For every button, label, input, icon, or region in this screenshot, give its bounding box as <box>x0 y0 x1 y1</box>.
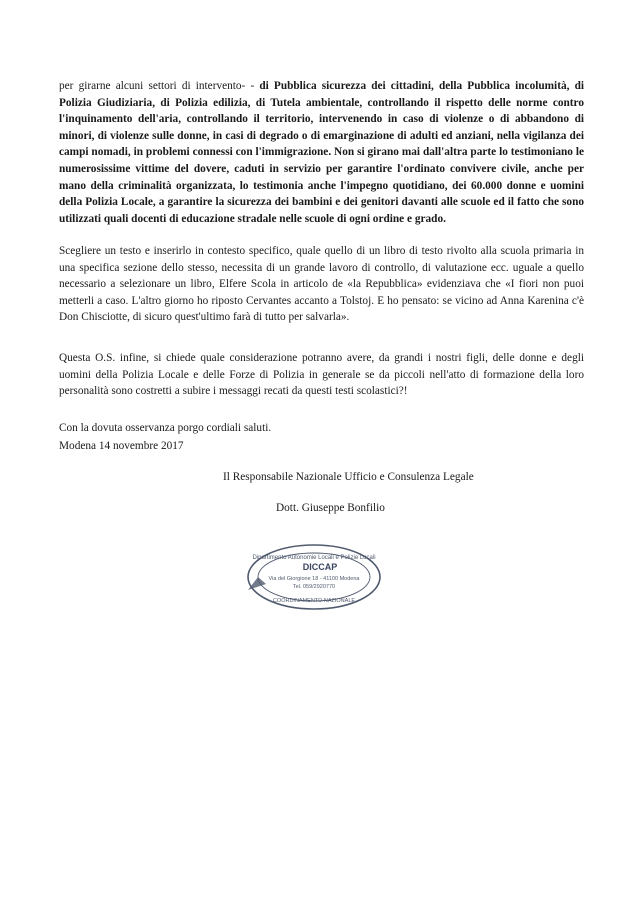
body-paragraph-1 <box>59 78 584 227</box>
svg-text:Via del Giorgione 18 - 41100 M: Via del Giorgione 18 - 41100 Modena <box>268 576 360 582</box>
body-paragraph-3: Questa O.S. infine, si chiede quale considerazione potranno avere, da grandi i nostri figli, delle donne e degli uomini della Polizia Locale e delle Forze di Polizia in generale se da piccoli nell'atto di formazione della loro personalità sono costretti a subire i messaggi recati da questi testi scolastici?! <box>59 352 584 398</box>
official-stamp <box>244 542 384 612</box>
place-date: Modena 14 novembre 2017 <box>59 440 184 452</box>
svg-text:Tel. 059/2920770: Tel. 059/2920770 <box>292 584 336 590</box>
closing-salutation: Con la dovuta osservanza porgo cordiali saluti. <box>59 422 272 434</box>
signer-title: Il Responsabile Nazionale Ufficio e Consulenza Legale <box>223 471 474 483</box>
paragraph-1-plain: per girarne alcuni settori di intervento- - <box>59 80 260 92</box>
signer-name: Dott. Giuseppe Bonfilio <box>276 502 385 514</box>
paragraph-1-bold: di Pubblica sicurezza dei cittadini, della Pubblica incolumità, di Polizia Giudiziaria, di Polizia edilizia, di Tutela ambientale, controllando il rispetto delle norme contro l'inquinamento dell'aria, controllando il territorio, intervenendo in caso di violenze o di abbandono di minori, di violenze sulle donne, in casi di degrado o di emarginazione di adulti ed anziani, nella vigilanza dei campi nomadi, in problemi connessi con l'immigrazione. Non si girano mai dall'altra parte lo testimoniano le numerosissime vittime del dovere, caduti in servizio per garantire l'ordinato convivere civile, anche per mano della criminalità organizzata, lo testimonia anche l'impegno quotidiano, dei 60.000 donne e uomini della Polizia Locale, a garantire la sicurezza dei bambini e dei genitori davanti alle scuole ed il fatto che sono utilizzati quali docenti di educazione stradale nelle scuole di ogni ordine e grado. <box>59 80 584 225</box>
svg-text:DICCAP: DICCAP <box>302 562 338 572</box>
svg-text:COORDINAMENTO NAZIONALE: COORDINAMENTO NAZIONALE <box>272 598 356 604</box>
body-paragraph-2: Scegliere un testo e inserirlo in contesto specifico, quale quello di un libro di testo rivolto alla scuola primaria in una specifica sezione dello stesso, necessita di un grande lavoro di controllo, di valutazione ecc. uguale a quello necessario a selezionare un libro, Elfere Scola in articolo de «la Repubblica» evidenziava che «I fiori non puoi metterli a caso. L'altro giorno ho riposto Cervantes accanto a Tolstoj. E ho pensato: se vicino ad Anna Karenina c'è Don Chisciotte, di sicuro quest'ultimo farà di tutto per salvarla». <box>59 245 584 324</box>
svg-text:Dipartimento Autonomie Locali: Dipartimento Autonomie Locali e Polizie Locali <box>252 555 376 561</box>
